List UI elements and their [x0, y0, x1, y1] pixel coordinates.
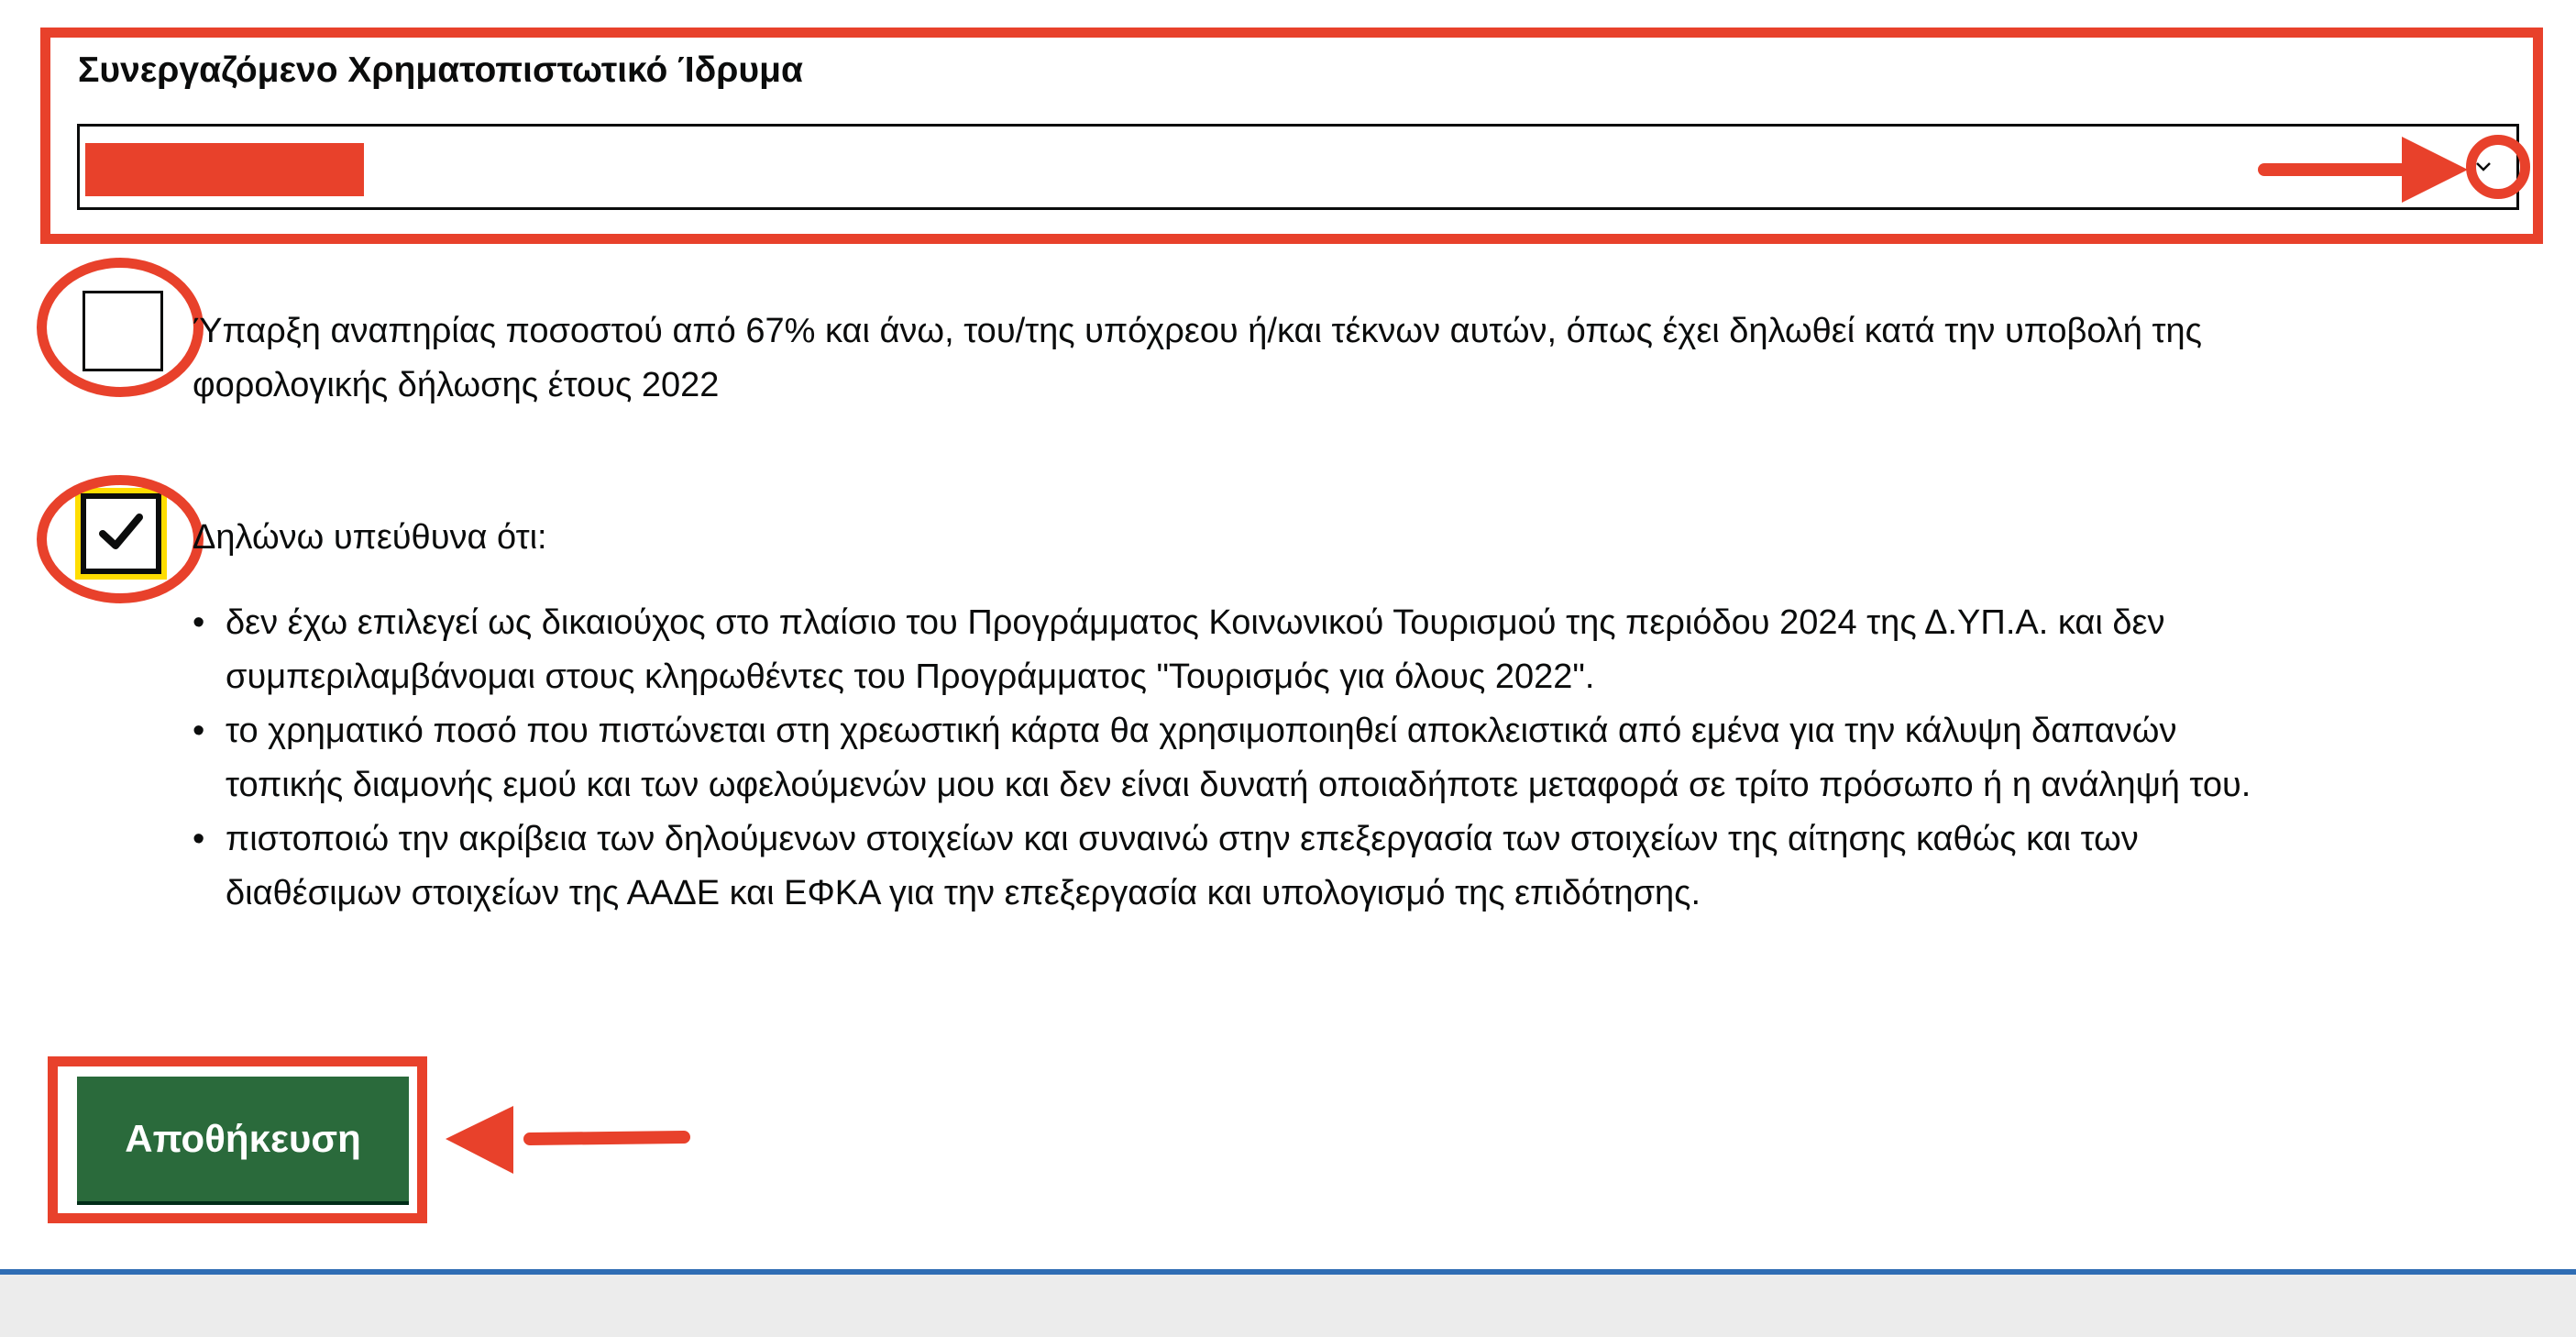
annotation-circle-disability-checkbox	[37, 258, 204, 397]
annotation-box-save-button	[48, 1056, 427, 1223]
declaration-checkbox-label: Δηλώνω υπεύθυνα ότι:	[193, 518, 547, 557]
annotation-circle-chevron	[2466, 135, 2530, 199]
list-item: • το χρηματικό ποσό που πιστώνεται στη χρεωστική κάρτα θα χρησιμοποιηθεί αποκλειστικά από εμένα για την κάλυψη δαπανών τοπικής διαμονής εμού και των ωφελούμενών μου και δεν είναι δυνατή οποιαδήποτε μεταφορά σε τρίτο πρόσωπο ή η ανάληψή του.	[193, 704, 2521, 812]
disability-checkbox-label: Ύπαρξη αναπηρίας ποσοστού από 67% και άνω, του/της υπόχρεου ή/και τέκνων αυτών, όπως έχει δηλωθεί κατά την υποβολή της φορολογικής δήλωσης έτους 2022	[193, 312, 2202, 404]
annotation-arrow-left	[438, 1100, 695, 1183]
page-footer	[0, 1275, 2576, 1337]
list-item: • δεν έχω επιλεγεί ως δικαιούχος στο πλαίσιο του Προγράμματος Κοινωνικού Τουρισμού της περιόδου 2024 της Δ.ΥΠ.Α. και δεν συμπεριλαμβάνομαι στους κληρωθέντες του Προγράμματος "Τουρισμός για όλους 2022".	[193, 596, 2521, 704]
bank-field-label: Συνεργαζόμενο Χρηματοπιστωτικό Ίδρυμα	[78, 50, 803, 90]
annotation-box-bank-field	[40, 28, 2543, 244]
annotation-circle-declaration-checkbox	[37, 475, 204, 603]
save-button[interactable]: Αποθήκευση	[77, 1077, 409, 1205]
annotation-arrow-right	[2255, 133, 2475, 206]
declaration-list	[193, 596, 2521, 921]
list-item: • πιστοποιώ την ακρίβεια των δηλούμενων στοιχείων και συναινώ στην επεξεργασία των στοιχείων της αίτησης καθώς και των διαθέσιμων στοιχείων της ΑΑΔΕ και ΕΦΚΑ για την επεξεργασία και υπολογισμό της επιδότησης.	[193, 812, 2521, 921]
